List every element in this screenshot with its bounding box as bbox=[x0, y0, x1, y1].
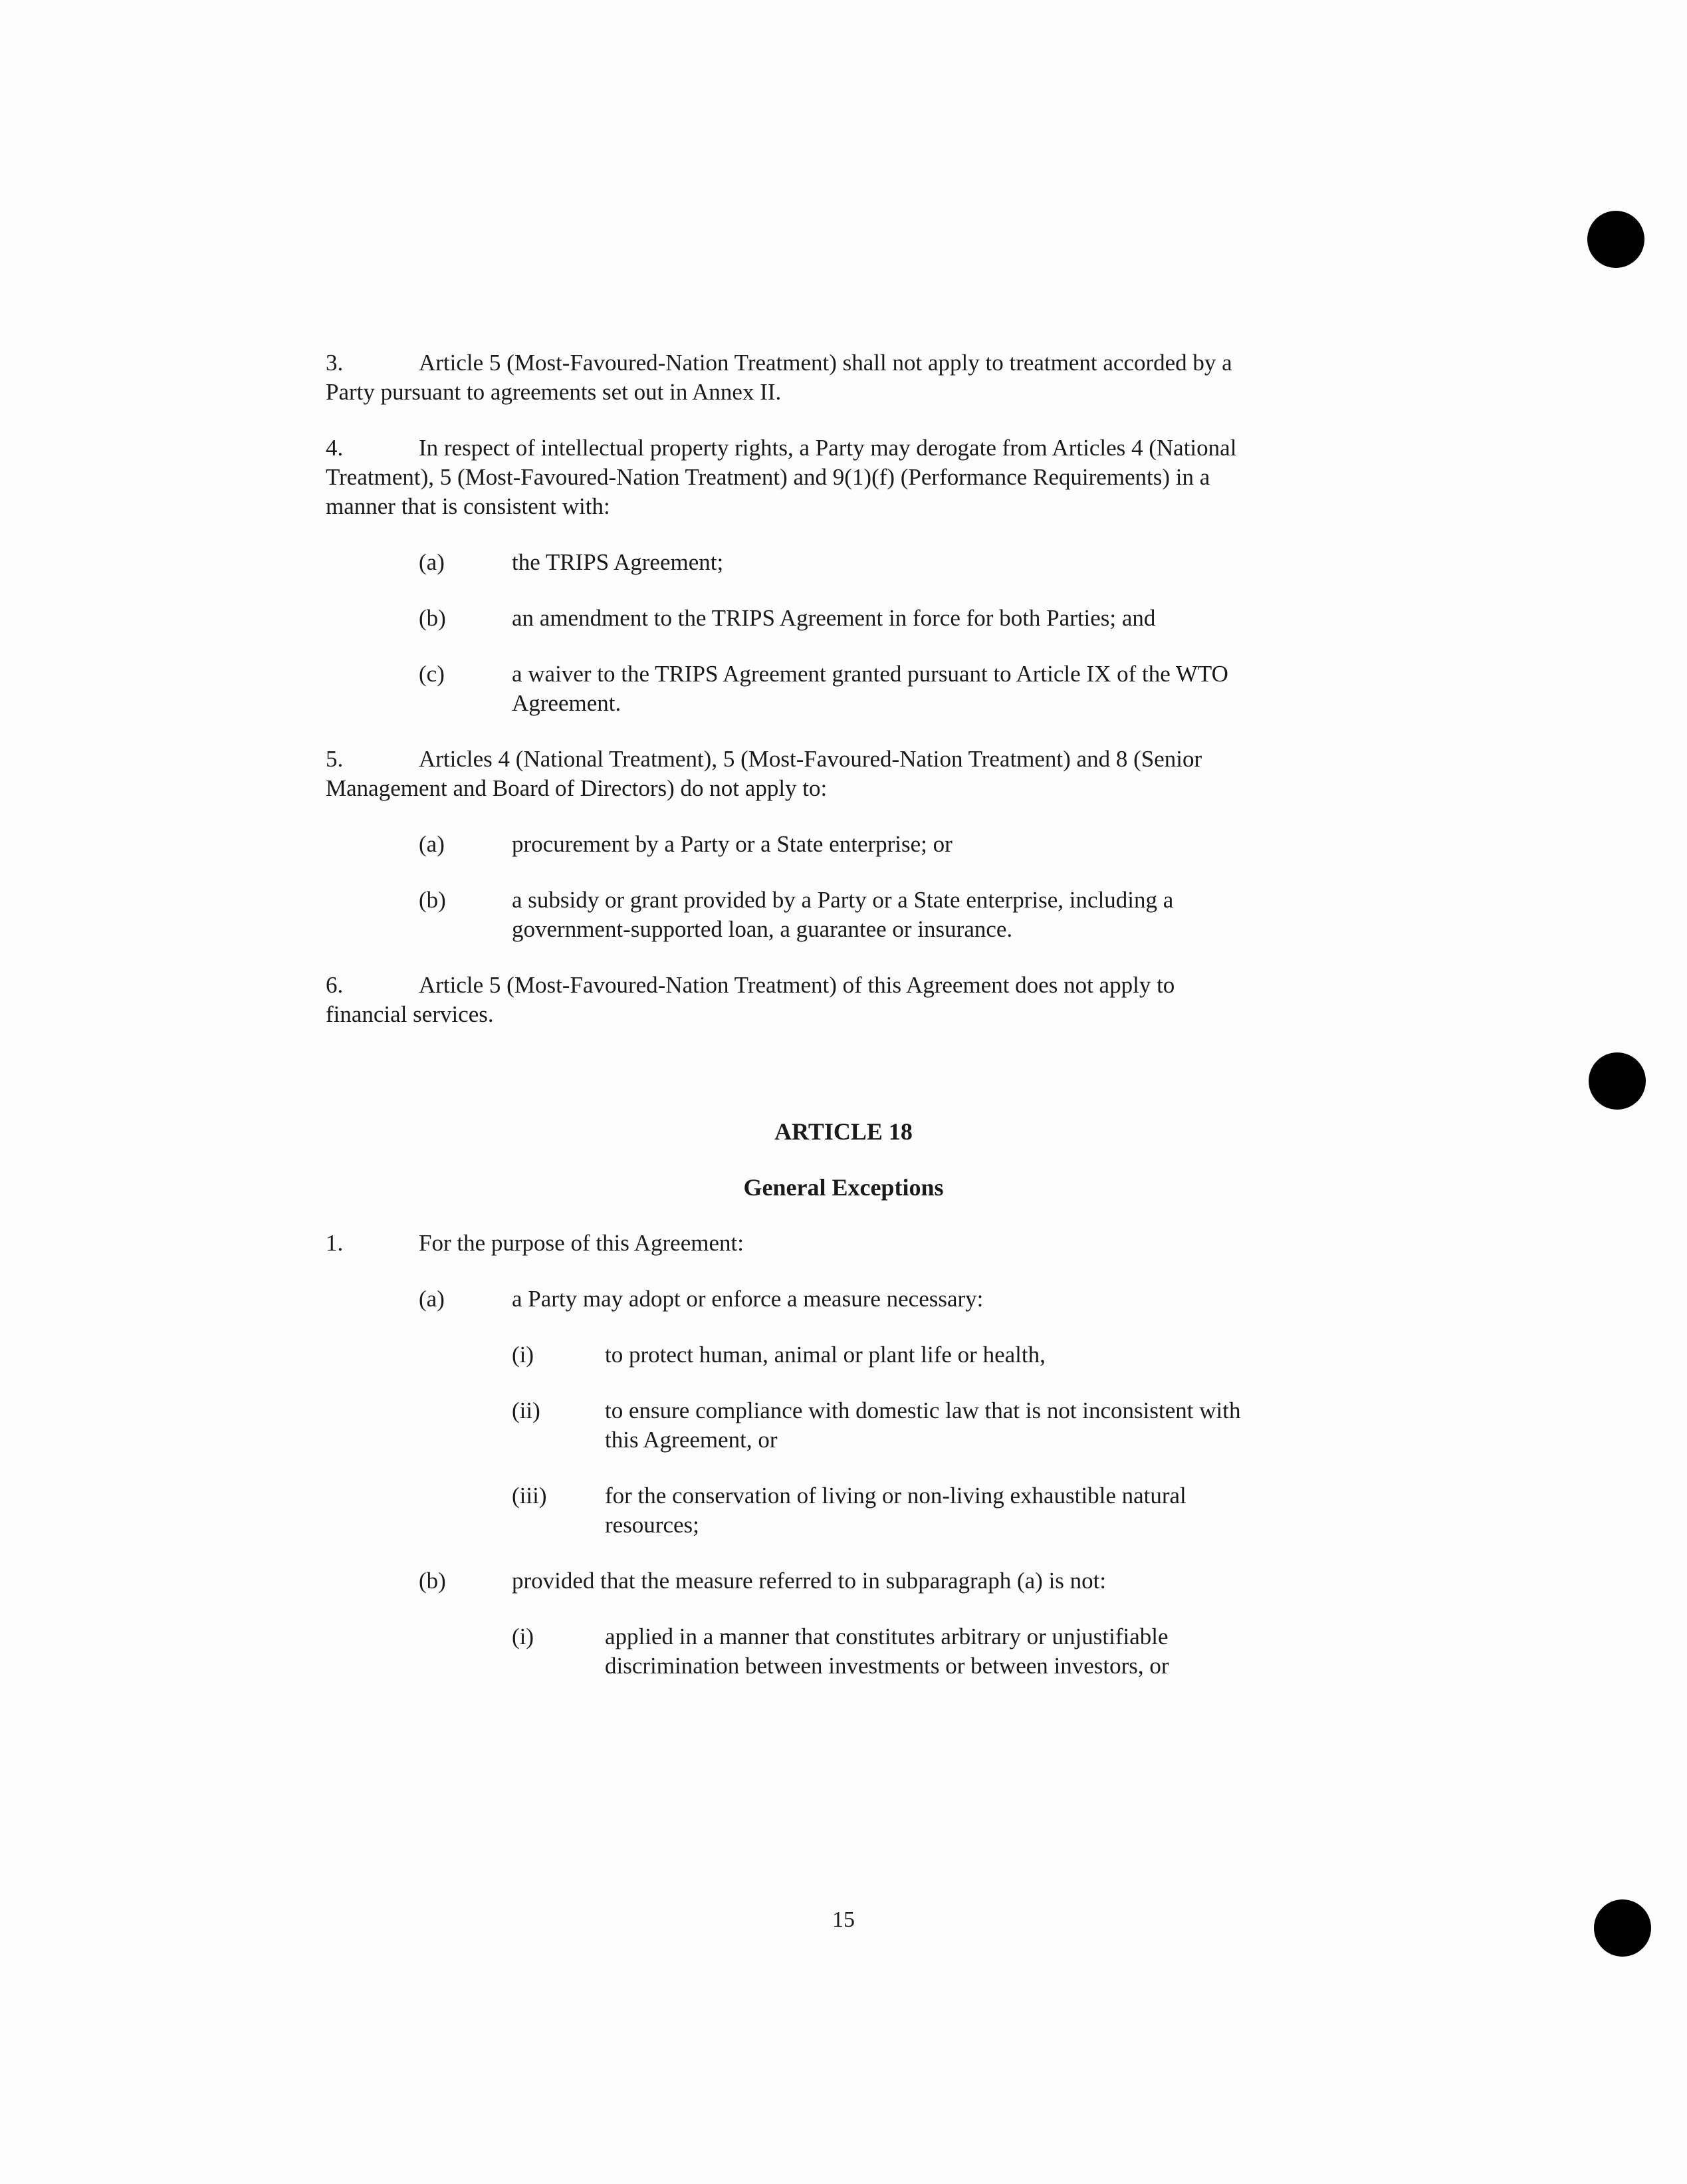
list-label: (c) bbox=[419, 661, 445, 687]
paragraph-number: 1. bbox=[326, 1230, 344, 1256]
sublist-label: (ii) bbox=[512, 1397, 540, 1423]
paragraph-number: 5. bbox=[326, 746, 344, 772]
list-item-text: a Party may adopt or enforce a measure necessary: bbox=[512, 1286, 984, 1312]
list-item-text: the TRIPS Agreement; bbox=[512, 549, 724, 575]
paragraph-line: Article 5 (Most-Favoured-Nation Treatment) shall not apply to treatment accorded by a bbox=[419, 350, 1232, 376]
punch-hole-middle bbox=[1589, 1052, 1646, 1110]
article-title: General Exceptions bbox=[743, 1174, 944, 1201]
paragraph-line: manner that is consistent with: bbox=[326, 493, 610, 519]
paragraph-number: 4. bbox=[326, 435, 344, 461]
sublist-label: (i) bbox=[512, 1342, 534, 1368]
paragraph-number: 6. bbox=[326, 972, 344, 998]
list-item-text: procurement by a Party or a State enterprise; or bbox=[512, 831, 953, 857]
list-item-text: provided that the measure referred to in subparagraph (a) is not: bbox=[512, 1568, 1107, 1594]
list-label: (a) bbox=[419, 549, 445, 575]
sublist-label: (iii) bbox=[512, 1483, 547, 1509]
paragraph-line: Party pursuant to agreements set out in Annex II. bbox=[326, 379, 782, 405]
paragraph-line: Management and Board of Directors) do not apply to: bbox=[326, 775, 828, 801]
sublist-item-text: this Agreement, or bbox=[605, 1427, 778, 1453]
sublist-item-text: discrimination between investments or between investors, or bbox=[605, 1653, 1169, 1679]
list-label: (b) bbox=[419, 605, 446, 631]
list-item-text: an amendment to the TRIPS Agreement in force for both Parties; and bbox=[512, 605, 1156, 631]
paragraph-number: 3. bbox=[326, 350, 344, 376]
punch-hole-top bbox=[1587, 211, 1644, 268]
list-item-text: a waiver to the TRIPS Agreement granted pursuant to Article IX of the WTO bbox=[512, 661, 1228, 687]
sublist-item-text: to ensure compliance with domestic law that is not inconsistent with bbox=[605, 1397, 1241, 1423]
paragraph-line: For the purpose of this Agreement: bbox=[419, 1230, 744, 1256]
sublist-item-text: for the conservation of living or non-living exhaustible natural bbox=[605, 1483, 1186, 1509]
list-label: (a) bbox=[419, 1286, 445, 1312]
paragraph-line: Treatment), 5 (Most-Favoured-Nation Treatment) and 9(1)(f) (Performance Requirements) in a bbox=[326, 464, 1210, 490]
sublist-item-text: resources; bbox=[605, 1512, 699, 1538]
paragraph-line: Article 5 (Most-Favoured-Nation Treatment) of this Agreement does not apply to bbox=[419, 972, 1175, 998]
page-number: 15 bbox=[832, 1907, 855, 1932]
paragraph-line: financial services. bbox=[326, 1001, 494, 1027]
sublist-item-text: to protect human, animal or plant life or health, bbox=[605, 1342, 1046, 1368]
paragraph-line: Articles 4 (National Treatment), 5 (Most-Favoured-Nation Treatment) and 8 (Senior bbox=[419, 746, 1202, 772]
list-item-text: a subsidy or grant provided by a Party or a State enterprise, including a bbox=[512, 887, 1174, 913]
article-number: ARTICLE 18 bbox=[774, 1118, 913, 1145]
sublist-item-text: applied in a manner that constitutes arbitrary or unjustifiable bbox=[605, 1624, 1169, 1649]
sublist-label: (i) bbox=[512, 1624, 534, 1649]
paragraph-line: In respect of intellectual property rights, a Party may derogate from Articles 4 (National bbox=[419, 435, 1237, 461]
list-label: (b) bbox=[419, 1568, 446, 1594]
list-label: (b) bbox=[419, 887, 446, 913]
list-item-text: government-supported loan, a guarantee or insurance. bbox=[512, 916, 1013, 942]
list-item-text: Agreement. bbox=[512, 690, 621, 716]
list-label: (a) bbox=[419, 831, 445, 857]
